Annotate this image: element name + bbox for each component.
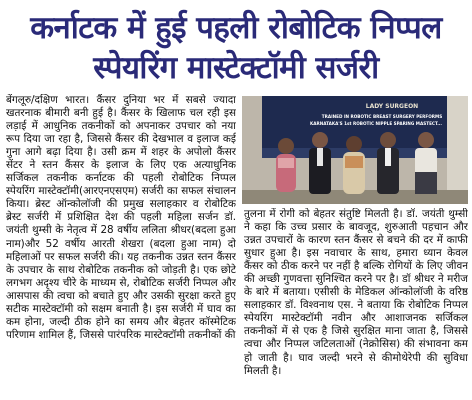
news-photo	[242, 96, 468, 204]
article-left-column: बेंगलूरु/दक्षिण भारत। कैंसर दुनिया भर में सबसे ज्यादा खतरनाक बीमारी बनी हुई है। कैंसर के खिलाफ चल रही इस लड़ाई में आधुनिक तकनीकों को अपनाकर उपचार को नया रूप दिया जा रहा है, जिससे कैंसर की देखभाल व इलाज कई गुना आगे बढ़ा दिया है। उसी क्रम में शहर के अपोलो कैंसर सेंटर ने स्तन कैंसर के इलाज के लिए एक अत्याधुनिक सर्जिकल तकनीक कर्नाटक की पहली रोबोटिक निप्पल स्पेयरिंग मास्टेक्टॉमी(आरएनएसएम) सर्जरी का सफल संचालन किया। ब्रेस्ट ऑन्कोलॉजी की प्रमुख सलाहकार व रोबोटिक ब्रेस्ट सर्जरी में प्रशिक्षित देश की पहली महिला सर्जन डॉ. जयंती थुम्सी के नेतृत्व में 28 वर्षीय ललिता श्रीधर(बदला हुआ नाम)और 52 वर्षीय आरती शेखरा (बदला हुआ नाम) दो महिलाओं पर सफल सर्जरी की। यह तकनीक उन्नत स्तन कैंसर के उपचार के साथ रोबोटिक तकनीक को जोड़ती है। एक छोटे लगभग अदृश्य चीरे के माध्यम से, रोबोटिक सर्जरी निप्पल और आसपास की त्वचा को बचाते हुए और उसकी सुरक्षा करते हुए सटीक मास्टेक्टॉमी को सक्षम बनाती है। इस सर्जरी में घाव का कम होना, जल्दी ठीक होने का समय और बेहतर कॉस्मेटिक परिणाम शामिल हैं, जिससे पारंपरिक मास्टेक्टॉमी तकनीकों की	[6, 94, 236, 341]
person-3	[343, 136, 365, 194]
person-1	[276, 138, 296, 192]
article-right-column: तुलना में रोगी को बेहतर संतुष्टि मिलती है। डॉ. जयंती थुम्सी ने कहा कि उच्च प्रसार के बावजूद, शुरुआती पहचान और उन्नत उपचारों के कारण स्तन कैंसर से बचने की दर में काफी सुधार हुआ है। इस नवाचार के साथ, हमारा ध्यान केवल कैंसर को ठीक करने पर नहीं है बल्कि रोगियों के लिए जीवन की अच्छी गुणवत्ता सुनिश्चित करने पर है। डॉ श्रीधर ने मरीज के बारे में बताया। एसीसी के मेडिकल ऑन्कोलॉजी के वरिष्ठ सलाहकार डॉ. विश्वनाथ एस. ने बताया कि रोबोटिक निप्पल स्पेयरिंग मास्टेक्टॉमी नवीन और आशाजनक सर्जिकल तकनीकों में से एक है जिसे सुरक्षित माना जाता है, जिससे त्वचा और निप्पल जटिलताओं (नेक्रोसिस) की संभावना कम हो जाती है। घाव जल्दी भरने से कीमोथेरेपी की सुविधा मिलती है।	[244, 208, 468, 377]
person-4	[377, 132, 399, 194]
person-2	[309, 132, 331, 194]
headline-line-1: कर्नाटक में हुई पहली रोबोटिक निप्पल	[30, 10, 442, 46]
headline-line-2: स्पेयरिंग मास्टेक्टॉमी सर्जरी	[93, 50, 379, 86]
photo-scene	[242, 96, 468, 204]
banner-line-2: KARNATAKA'S 1st ROBOTIC NIPPLE SPARING MASTECT...	[309, 121, 443, 126]
banner-title: LADY SURGEON	[365, 103, 419, 110]
banner-line-1: TRAINED IN ROBOTIC BREAST SURGERY PERFORMS	[321, 114, 443, 119]
person-5	[415, 132, 437, 194]
